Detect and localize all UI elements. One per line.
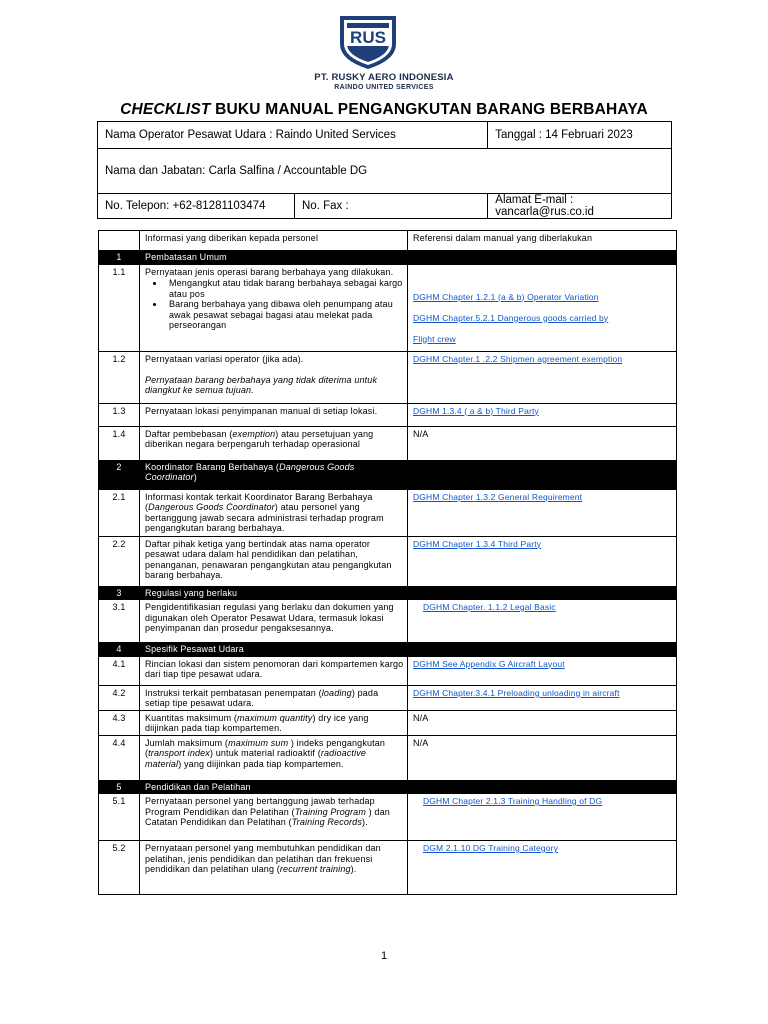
text-part: Pernyataan personel yang membutuhkan pendidikan dan pelatihan, jenis pendidikan dan pelatihan dan frekuensi pendidikan dan pelatihan ulang ( <box>145 843 381 874</box>
bullet-item: • Barang berbahaya yang dibawa oleh penumpang atau awak pesawat sebagai bagasi atau melekat pada perseorangan <box>165 299 404 331</box>
reference-link[interactable]: DGHM Chapter.5.2.1 Dangerous goods carried by <box>413 312 609 323</box>
section-title <box>140 460 408 489</box>
item-number: 4.3 <box>99 710 140 735</box>
subcompany-name: RAINDO UNITED SERVICES <box>334 84 434 91</box>
section-number: 2 <box>99 460 140 489</box>
table-row <box>99 600 677 643</box>
text-part: Jumlah maksimum ( <box>145 737 229 748</box>
text-part: ) dan Catatan Pendidikan dan Pelatihan ( <box>145 806 390 827</box>
item-reference <box>408 351 677 403</box>
item-reference <box>408 600 677 643</box>
item-text: Daftar pihak ketiga yang bertindak atas nama operator pesawat udara dalam hal pendidikan dan pelatihan, penanganan, penawaran pengangkutan atau pengangkutan barang berbahaya. <box>140 536 408 586</box>
reference-link[interactable]: DGHM Chapter 2.1.3 Training Handling of DG <box>423 796 603 806</box>
item-reference <box>408 656 677 685</box>
item-text <box>140 685 408 710</box>
reference-link[interactable]: DGHM Chapter.3.4.1 Preloading unloading in aircraft <box>413 687 620 698</box>
text-part: Pernyataan personel yang bertanggung jawab terhadap Program Pendidikan dan Pelatihan ( <box>145 796 375 817</box>
phone-field: No. Telepon: +62-81281103474 <box>98 194 295 219</box>
item-number: 3.1 <box>99 600 140 643</box>
section-number: 1 <box>99 251 140 265</box>
section-number: 3 <box>99 586 140 600</box>
item-text <box>140 710 408 735</box>
item-number: 4.4 <box>99 735 140 780</box>
email-field: Alamat E-mail : vancarla@rus.co.id <box>488 194 672 219</box>
section-row <box>99 586 677 600</box>
section-empty <box>408 586 677 600</box>
text-part: ). <box>361 817 368 827</box>
item-reference <box>408 794 677 841</box>
section-number: 5 <box>99 780 140 794</box>
item-text <box>140 264 408 351</box>
text-part: ) untuk material radioaktif ( <box>209 748 321 758</box>
reference-link[interactable]: DGHM Chapter 1.3.4 Third Party <box>413 538 542 549</box>
table-row <box>99 794 677 841</box>
table-row <box>99 351 677 403</box>
text-part: Koordinator Barang Berbahaya ( <box>145 461 280 472</box>
table-row <box>99 489 677 536</box>
item-reference <box>408 264 677 351</box>
header-ref: Referensi dalam manual yang diberlakukan <box>408 231 677 251</box>
bullet-list <box>145 278 404 331</box>
item-text <box>140 735 408 780</box>
item-text <box>140 794 408 841</box>
text-italic: loading <box>321 687 352 698</box>
table-row <box>99 536 677 586</box>
text-part: Informasi kontak terkait Koordinator Barang Berbahaya ( <box>145 491 373 512</box>
text-italic: radioactive material <box>145 748 367 769</box>
reference-link[interactable]: DGHM Chapter.1 .2.2 Shipmen agreement exemption <box>413 353 623 364</box>
section-row <box>99 460 677 489</box>
reference-link[interactable]: DGM 2.1.10 DG Training Category <box>423 843 559 853</box>
reference-link[interactable]: DGHM Chapter 1.2.1 (a & b) Operator Variation <box>413 291 599 302</box>
text-italic: Training Program <box>294 806 366 817</box>
table-row <box>99 841 677 895</box>
table-header-row <box>99 231 677 251</box>
item-reference <box>408 489 677 536</box>
item-number: 2.1 <box>99 489 140 536</box>
section-row <box>99 251 677 265</box>
name-title-field: Nama dan Jabatan: Carla Salfina / Accountable DG <box>98 149 672 194</box>
item-text <box>140 426 408 460</box>
logo-text: RUS <box>350 28 386 47</box>
item-number: 2.2 <box>99 536 140 586</box>
title-rest: BUKU MANUAL PENGANGKUTAN BARANG BERBAHAYA <box>215 101 648 118</box>
text-part: ) atau persetujuan yang diberikan negara berpengaruh terhadap operasional <box>145 428 374 449</box>
item-reference: N/A <box>408 735 677 780</box>
operator-info-table <box>97 121 672 219</box>
text-italic: recurrent training <box>279 864 351 874</box>
text-part: Kuantitas maksimum ( <box>145 712 238 723</box>
text-part: Instruksi terkait pembatasan penempatan ( <box>145 687 322 698</box>
text-italic: Dangerous Goods Coordinator <box>145 461 355 482</box>
reference-link[interactable]: DGHM Chapter 1.3.2 General Requirement <box>413 491 583 502</box>
text-italic: Training Records <box>291 817 362 827</box>
section-title: Spesifik Pesawat Udara <box>140 643 408 657</box>
section-title: Pendidikan dan Pelatihan <box>140 780 408 794</box>
table-row <box>99 735 677 780</box>
section-title: Regulasi yang berlaku <box>140 586 408 600</box>
date-field: Tanggal : 14 Februari 2023 <box>488 122 672 149</box>
table-row <box>99 656 677 685</box>
item-number: 1.1 <box>99 264 140 351</box>
table-row <box>99 685 677 710</box>
item-text <box>140 489 408 536</box>
item-number: 1.3 <box>99 403 140 426</box>
item-text: Pengidentifikasian regulasi yang berlaku dan dokumen yang digunakan oleh Operator Pesawat Udara, termasuk lokasi penyimpanan dan prosedur pengaksesannya. <box>140 600 408 643</box>
text-part: Daftar pembebasan ( <box>145 428 233 439</box>
section-row <box>99 643 677 657</box>
text-italic: exemption <box>232 428 276 439</box>
page-number: 1 <box>380 950 388 962</box>
section-number: 4 <box>99 643 140 657</box>
reference-link[interactable]: DGHM Chapter. 1.1.2 Legal Basic <box>423 602 556 612</box>
item-reference: N/A <box>408 426 677 460</box>
item-number: 1.2 <box>99 351 140 403</box>
company-logo <box>336 14 400 70</box>
item-reference <box>408 841 677 895</box>
reference-link[interactable]: DGHM 1.3.4 ( a & b) Third Party <box>413 405 539 416</box>
section-empty <box>408 460 677 489</box>
section-empty <box>408 780 677 794</box>
text-part: ) pada setiap tipe pesawat udara. <box>145 687 379 708</box>
operator-name: Nama Operator Pesawat Udara : Raindo United Services <box>98 122 488 149</box>
item-reference <box>408 403 677 426</box>
item-text: Pernyataan lokasi penyimpanan manual di setiap lokasi. <box>140 403 408 426</box>
bullet-item: • Mengangkut atau tidak barang berbahaya sebagai kargo atau pos <box>165 278 404 299</box>
table-row <box>99 403 677 426</box>
item-reference <box>408 685 677 710</box>
checklist-table <box>98 230 677 895</box>
text-part: ) dry ice yang diijinkan pada tiap kompartemen. <box>145 712 369 733</box>
text-part: ). <box>350 864 357 874</box>
item-text <box>140 841 408 895</box>
item-reference <box>408 536 677 586</box>
text-italic: Dangerous Goods Coordinator <box>148 502 275 512</box>
item-text <box>140 351 408 403</box>
section-title: Pembatasan Umum <box>140 251 408 265</box>
table-row <box>99 710 677 735</box>
company-name: PT. RUSKY AERO INDONESIA <box>314 72 454 83</box>
item-number: 1.4 <box>99 426 140 460</box>
document-title <box>0 101 768 119</box>
item-number: 5.2 <box>99 841 140 895</box>
text-italic: maximum quantity <box>237 712 313 723</box>
table-row <box>99 264 677 351</box>
item-number: 4.1 <box>99 656 140 685</box>
section-empty <box>408 251 677 265</box>
text-part: ) atau personel yang bertanggung jawab secara administrasi terhadap program pengangkutan barang berbahaya. <box>145 502 384 533</box>
fax-field: No. Fax : <box>295 194 488 219</box>
text-part: ) indeks pengangkutan ( <box>145 737 386 758</box>
table-row <box>99 426 677 460</box>
item-reference: N/A <box>408 710 677 735</box>
reference-link[interactable]: DGHM See Appendix G Aircraft Layout <box>413 658 565 669</box>
section-row <box>99 780 677 794</box>
item-text: Rincian lokasi dan sistem penomoran dari kompartemen kargo dari tiap tipe pesawat udara. <box>140 656 408 685</box>
section-empty <box>408 643 677 657</box>
title-italic: CHECKLIST <box>120 101 211 118</box>
text-part: ) <box>193 472 197 482</box>
item-italic-statement: Pernyataan barang berbahaya yang tidak diterima untuk diangkut ke semua tujuan. <box>145 374 378 395</box>
item-statement: Pernyataan variasi operator (jika ada). <box>145 353 304 364</box>
text-italic: transport index <box>148 748 210 758</box>
item-statement: Pernyataan jenis operasi barang berbahaya yang dilakukan. <box>145 266 394 277</box>
text-part: ) yang diijinkan pada tiap kompartemen. <box>178 758 344 769</box>
item-number: 5.1 <box>99 794 140 841</box>
header-no <box>99 231 140 251</box>
header-info: Informasi yang diberikan kepada personel <box>140 231 408 251</box>
item-number: 4.2 <box>99 685 140 710</box>
reference-link[interactable]: Flight crew <box>413 333 456 344</box>
text-italic: maximum sum <box>228 737 289 748</box>
